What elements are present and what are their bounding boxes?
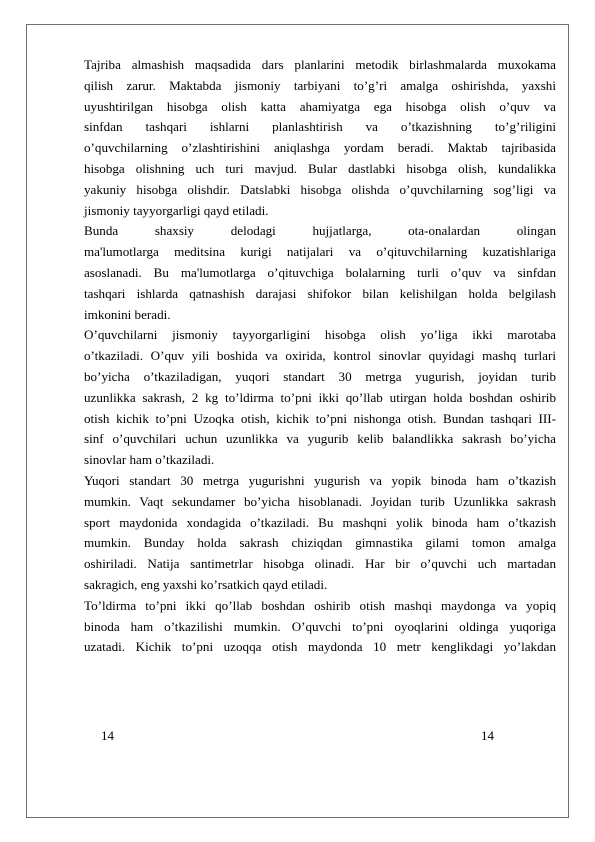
- text-line: uyushtirilgan hisobga olish katta ahamiyatga ega hisobga olish o’quv va: [84, 98, 556, 114]
- text-line: sport maydonida xondagida o’tkaziladi. Bu mashqni yolik binoda ham o’tkazish: [84, 514, 556, 530]
- text-line: o’quvchilarning o’zlashtirishini aniqlashga yordam beradi. Maktab tajribasida: [84, 140, 556, 156]
- text-line: Tajriba almashish maqsadida dars planlarini metodik birlashmalarda muxokama: [84, 57, 556, 72]
- text-line: bo’yicha o’tkaziladigan, yuqori standart 30 metrga yugurish, joyidan turib: [84, 368, 556, 384]
- text-line: sinovlar ham o’tkaziladi.: [84, 452, 215, 468]
- text-line: yakuniy hisobga olishdir. Datslabki hisobga olishda o’quvchilarning sog’ligi va: [84, 181, 556, 197]
- page-number-right: 14: [481, 728, 494, 743]
- text-line: o’tkaziladi. O’quv yili boshida va oxirida, kontrol sinovlar quyidagi mashq turlari: [84, 348, 556, 364]
- text-line: sinf o’quvchilari uchun uzunlikka va yugurib kelib balandlikka sakrash bo’yicha: [84, 431, 556, 447]
- text-line: binoda ham o’tkazilishi mumkin. O’quvchi to’pni oyoqlarini oldinga yuqoriga: [84, 618, 556, 634]
- text-line: imkonini beradi.: [84, 306, 171, 322]
- document-body: [84, 55, 556, 658]
- text-line: Bunda shaxsiy delodagi hujjatlarga, ota-onalardan olingan: [84, 223, 556, 239]
- text-line: asoslanadi. Bu ma'lumotlarga o’qituvchiga bolalarning turli o’quv va sinfdan: [84, 264, 556, 280]
- text-line: To’ldirma to’pni ikki qo’llab boshdan oshirib otish mashqi maydonga va yopiq: [84, 597, 556, 613]
- page-number-left: 14: [101, 728, 114, 743]
- text-line: mumkin. Vaqt sekundamer bo’yicha hisoblanadi. Joyidan turib Uzunlikka sakrash: [84, 493, 556, 509]
- text-line: uzunlikka sakrash, 2 kg to’ldirma to’pni ikki qo’llab utirgan holda boshdan oshirib: [84, 389, 556, 405]
- text-line: hisobga olishning uch turi mavjud. Bular dastlabki hisobga olish, kundalikka: [84, 160, 556, 176]
- text-line: otish kichik to’pni Uzoqka otish, kichik to’pni nishonga otish. Bundan tashqari III-: [84, 410, 556, 426]
- text-line: O’quvchilarni jismoniy tayyorgarligini hisobga olish yo’liga ikki marotaba: [84, 327, 556, 343]
- text-line: ma'lumotlarga meditsina kurigi natijalari va o’qituvchilarning kuzatishlariga: [84, 244, 556, 260]
- text-line: mumkin. Bunday holda sakrash chiziqdan gimnastika gilami tomon amalga: [84, 535, 556, 551]
- text-line: jismoniy tayyorgarligi qayd etiladi.: [84, 202, 269, 218]
- text-line: tashqari ishlarda qatnashish darajasi shifokor bilan kelishilgan holda belgilash: [84, 285, 556, 301]
- text-line: oshiriladi. Natija santimetrlar hisobga olinadi. Har bir o’quvchi uch martadan: [84, 556, 556, 572]
- text-line: Yuqori standart 30 metrga yugurishni yugurish va yopik binoda ham o’tkazish: [84, 472, 556, 488]
- text-line: uzatadi. Kichik to’pni uzoqqa otish maydonda 10 metr kenglikdagi yo’lakdan: [84, 639, 556, 655]
- text-line: qilish zarur. Maktabda jismoniy tarbiyani to’g’ri amalga oshirishda, yaxshi: [84, 77, 556, 93]
- text-line: sakragich, eng yaxshi ko’rsatkich qayd etiladi.: [84, 576, 328, 592]
- text-line: sinfdan tashqari ishlarni planlashtirish va o’tkazishning to’g’riligini: [84, 119, 556, 135]
